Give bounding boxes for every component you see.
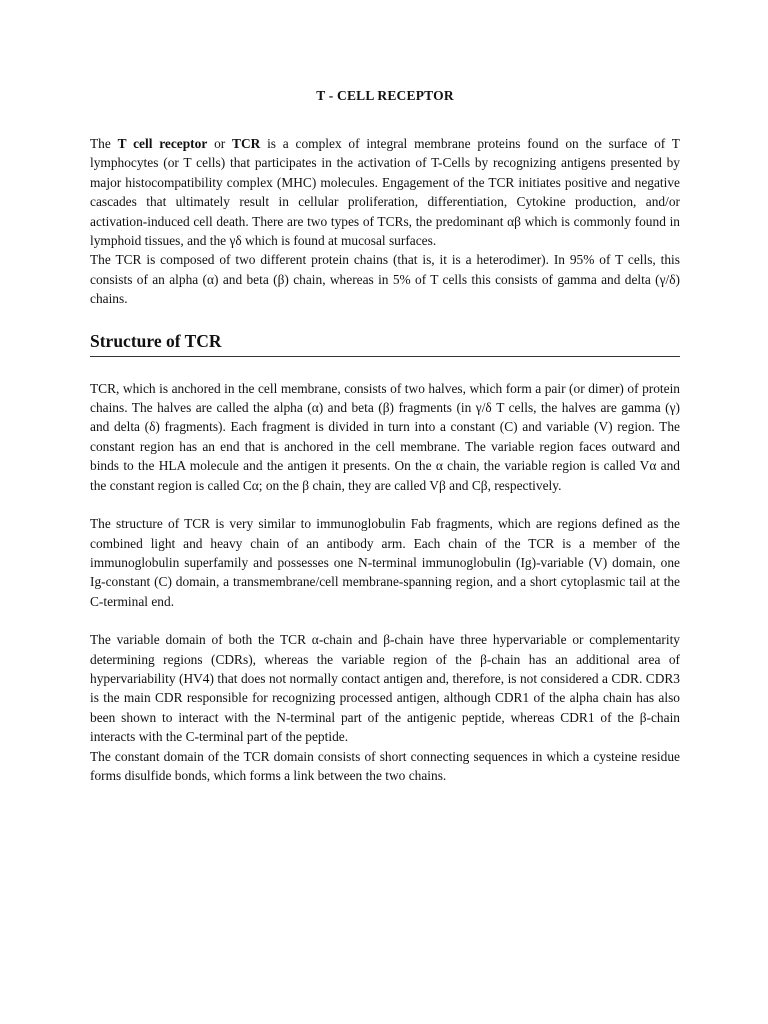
document-title: T - CELL RECEPTOR — [316, 88, 454, 103]
intro-paragraph-2: The TCR is composed of two different protein chains (that is, it is a heterodimer). In 95% of T cells, this consists of an alpha (α) and beta (β) chain, whereas in 5% of T cells this consists of gamma and delta (γ/δ) chains. — [90, 252, 680, 307]
intro-paragraph-1 — [90, 134, 680, 250]
intro-text-rest: is a complex of integral membrane proteins found on the surface of T lymphocytes (or T cells) that participates in the activation of T-Cells by recognizing antigens presented by major histocompatibility complex (MHC) molecules. Engagement of the TCR initiates positive and negative cascades that ultimately result in cellular proliferation, differentiation, Cytokine production, and/or activation-induced cell death. There are two types of TCRs, the predominant αβ which is commonly found in lymphoid tissues, and the γδ which is found at mucosal surfaces. — [90, 136, 680, 249]
intro-text-or: or — [207, 136, 233, 151]
structure-paragraph-4: The constant domain of the TCR domain consists of short connecting sequences in which a cysteine residue forms disulfide bonds, which forms a link between the two chains. — [90, 748, 680, 783]
term-t-cell-receptor: T cell receptor — [117, 136, 208, 151]
structure-paragraph-2: The structure of TCR is very similar to immunoglobulin Fab fragments, which are regions defined as the combined light and heavy chain of an antibody arm. Each chain of the TCR is a member of the immunoglobulin superfamily and possesses one N-terminal immunoglobulin (Ig)-variable (V) domain, one Ig-constant (C) domain, a transmembrane/cell membrane-spanning region, and a short cytoplasmic tail at the C-terminal end. — [90, 516, 680, 609]
paragraph-gap — [90, 495, 680, 514]
section-heading: Structure of TCR — [90, 331, 680, 357]
term-tcr: TCR — [232, 136, 261, 151]
document-page — [90, 88, 680, 785]
structure-paragraph-3: The variable domain of both the TCR α-chain and β-chain have three hypervariable or complementarity determining regions (CDRs), whereas the variable region of the β-chain has an additional area of hypervariability (HV4) that does not normally contact antigen and, therefore, is not considered a CDR. CDR3 is the main CDR responsible for recognizing processed antigen, although CDR1 of the alpha chain has also been shown to interact with the N-terminal part of the antigenic peptide, whereas CDR1 of the β-chain interacts with the C-terminal part of the peptide. — [90, 632, 680, 745]
paragraph-gap — [90, 611, 680, 630]
intro-text-start: The — [90, 136, 118, 151]
structure-paragraph-1: TCR, which is anchored in the cell membrane, consists of two halves, which form a pair (or dimer) of protein chains. The halves are called the alpha (α) and beta (β) fragments (in γ/δ T cells, the halves are gamma (γ) and delta (δ) fragments). Each fragment is divided in turn into a constant (C) and variable (V) region. The constant region has an end that is anchored in the cell membrane. The variable region faces outward and binds to the HLA molecule and the antigen it presents. On the α chain, the variable region is called Vα and the constant region is called Cα; on the β chain, they are called Vβ and Cβ, respectively. — [90, 380, 680, 493]
